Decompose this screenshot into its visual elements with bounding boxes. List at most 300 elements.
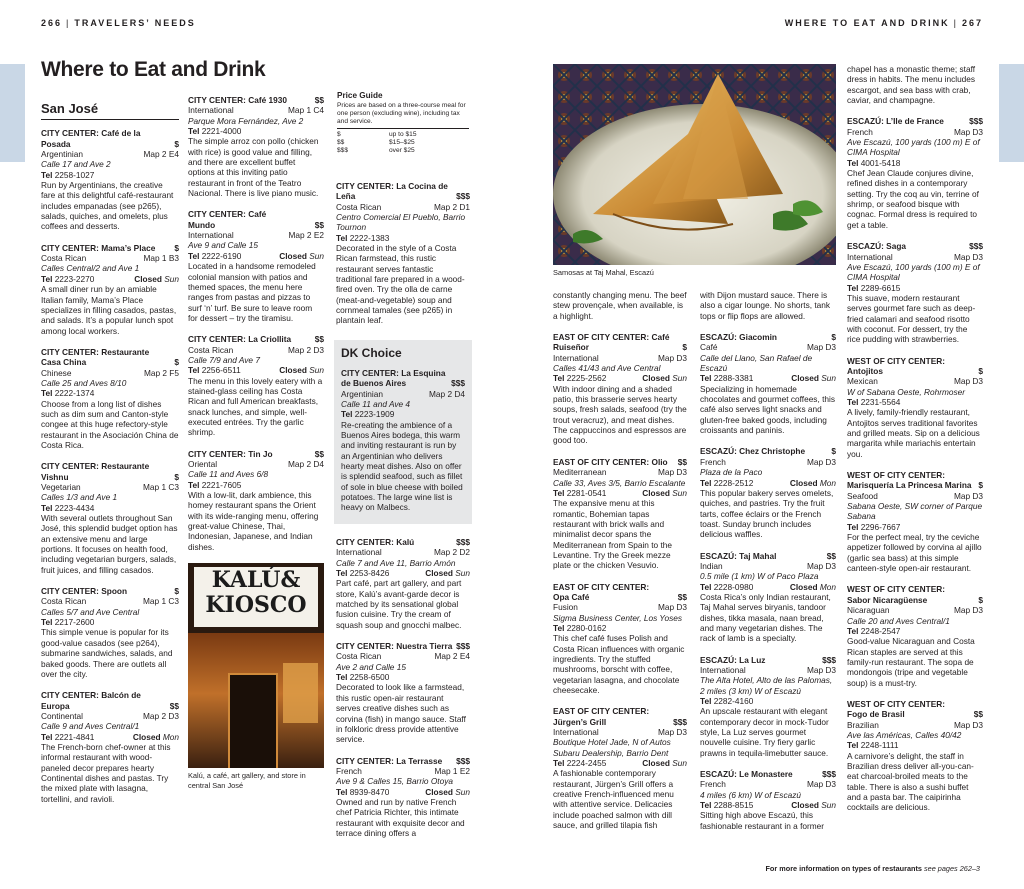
price-guide-row [337, 131, 469, 139]
price-symbol: $$$ [456, 191, 470, 202]
cuisine-row [188, 345, 324, 355]
telephone [188, 365, 241, 375]
area-heading: San José [41, 104, 179, 120]
restaurant-name: ESCAZÚ: Saga [847, 241, 907, 252]
tel-label: Tel [336, 786, 348, 797]
address: Calles Central/2 and Ave 1 [41, 263, 140, 274]
restaurant-entry [41, 243, 179, 336]
price-symbol: $$$ [969, 241, 983, 252]
tel-label: Tel [336, 232, 348, 243]
entry-title-row [847, 595, 983, 605]
price-symbol: $$$ [969, 116, 983, 127]
description: Part café, part art gallery, and part store, Kalú’s avant-garde decor is matched by its sensational global fusion cuisine. Try the cream of squash soup and gnocchi malbec. [336, 578, 462, 630]
price-symbol: $$$ [822, 769, 836, 780]
map-reference: Map 2 D3 [288, 344, 324, 355]
description: A small diner run by an amiable Italian family, Mama’s Place specializes in filling casados, pastas, and salads. It’s a popular lunch spot among local workers. [41, 284, 177, 336]
closed-label: Closed [791, 373, 819, 384]
cuisine-row [188, 105, 324, 115]
restaurant-entry [188, 449, 324, 552]
description: Owned and run by native French chef Patricia Richter, this intimate restaurant with exquisite decor and terrace dining offers a [336, 796, 465, 838]
description: The menu in this lovely eatery with a stained-glass ceiling has Costa Rican and full American breakfasts, snack lunches, and simple, well-executed entrées. Try the garlic shrimp. [188, 375, 323, 438]
restaurant-entry [847, 116, 983, 230]
map-reference: Map 2 E4 [434, 651, 470, 662]
price-symbol: $ [174, 357, 179, 368]
tel-row [700, 696, 836, 706]
address: Calle 25 and Aves 8/10 [41, 377, 127, 388]
entry-title-row [41, 243, 179, 253]
kalu-caption: Kalú, a café, art gallery, and store in central San José [188, 771, 306, 791]
telephone [700, 478, 753, 488]
restaurant-name: EAST OF CITY CENTER: [553, 581, 650, 592]
entry-title-row [847, 116, 983, 126]
tel-label: Tel [553, 373, 565, 384]
restaurant-name: ESCAZÚ: La Luz [700, 654, 766, 665]
closed-value: Sun [309, 365, 324, 376]
price-guide [337, 92, 469, 155]
entry-title-row [553, 457, 687, 467]
description: Decorated in the style of a Costa Rican farmstead, this rustic restaurant serves fantastic traditional fare prepared in a wood-fired oven. Try the olla de carne (meat-and-vegetable) soup and cornmeal tamales (see p265) in plantain leaf. [336, 243, 465, 326]
cuisine-row [553, 467, 687, 477]
tel-label: Tel [188, 250, 200, 261]
cuisine: Argentinian [41, 149, 83, 160]
tel-label: Tel [41, 169, 53, 180]
price-symbol: $$ [677, 591, 687, 602]
cuisine: Brazilian [847, 719, 879, 730]
restaurant-name: EAST OF CITY CENTER: Café [553, 332, 670, 343]
description: With a low-lit, dark ambience, this homey restaurant spans the Orient with its wide-ranging menu, offering great-value Chinese, Thai, Indonesian, Japanese, and Indian dishes. [188, 490, 319, 552]
tel-number: 2228-2512 [713, 477, 754, 488]
restaurant-name: CITY CENTER: Mama’s Place [41, 242, 156, 253]
telephone [553, 488, 606, 498]
tel-row [336, 568, 470, 578]
closed-label: Closed [642, 758, 670, 769]
tel-number: 2222-1383 [349, 232, 390, 243]
left-thumb-tab [0, 64, 25, 162]
telephone [700, 800, 753, 810]
description: A lively, family-friendly restaurant, Antojitos serves traditional favorites and grilled meats. Sip on a delicious margarita while mariachis entertain you. [847, 407, 980, 459]
telephone [336, 233, 389, 243]
tel-label: Tel [553, 758, 565, 769]
restaurant-entry [336, 641, 470, 744]
restaurant-name: CITY CENTER: Tin Jo [188, 448, 273, 459]
description: The expansive menu at this romantic, Bohemian tapas restaurant with brick walls and minimalist decor spans the Mediterranean from Spain to the Levantine. Try the Greek mezze plate or the chicken Vesuvio. [553, 498, 672, 571]
restaurant-name: CITY CENTER: Spoon [41, 586, 128, 597]
address: Ave 2 and Calle 15 [336, 661, 406, 672]
entry-title-row [188, 220, 324, 230]
restaurant-entry [336, 181, 470, 326]
tel-label: Tel [847, 521, 859, 532]
map-reference: Map D3 [806, 665, 836, 675]
restaurant-name: WEST OF CITY CENTER: [847, 355, 946, 366]
address: W of Sabana Oeste, Rohrmoser [847, 386, 966, 397]
map-reference: Map 1 C3 [143, 482, 179, 492]
restaurant-name: WEST OF CITY CENTER: [847, 584, 946, 595]
restaurant-entry [700, 332, 836, 435]
closed-value: Mon [162, 731, 179, 742]
cuisine: Chinese [41, 367, 72, 378]
price-symbol: $$$ [456, 641, 470, 652]
description: With indoor dining and a shaded patio, this brasserie serves hearty soups, fresh salads, seafood (try the trout veracruz), and meat dishes. The cappuccinos and espressos are good too. [553, 383, 687, 446]
closed-value: Mon [819, 477, 836, 488]
tel-label: Tel [553, 622, 565, 633]
tel-label: Tel [700, 477, 712, 488]
closed-value: Sun [672, 487, 687, 498]
restaurant-entry [847, 241, 983, 344]
tel-label: Tel [41, 731, 53, 742]
telephone [700, 582, 753, 592]
tel-label: Tel [336, 568, 348, 579]
telephone [41, 503, 94, 513]
entry-title-row [188, 449, 324, 459]
cuisine-row [41, 482, 179, 492]
restaurant-name: CITY CENTER: Balcón de [41, 690, 141, 701]
map-reference: Map 1 B3 [143, 253, 179, 264]
restaurant-name: CITY CENTER: La Cocina de [336, 181, 448, 191]
price-symbol: $$ [314, 95, 324, 105]
tel-number: 2296-7667 [860, 521, 901, 532]
closed-label: Closed [425, 786, 453, 797]
cuisine-row [41, 368, 179, 378]
cuisine: International [553, 352, 599, 363]
price-symbol: $ [978, 594, 983, 605]
telephone [847, 397, 900, 407]
restaurant-entry [553, 332, 687, 446]
cuisine: Costa Rican [336, 201, 382, 212]
tel-number: 2282-4160 [713, 696, 754, 707]
description: A carnivore’s delight, the staff in Brazilian dress deliver all-you-can-eat charcoal-broiled meats to the table. There is also a sushi buffet and a pasta bar. The caipirinha cocktails are delicious. [847, 750, 974, 813]
description: This chef café fuses Polish and Costa Rican influences with organic ingredients. Try the stuffed mushrooms, borscht with coffee, vegetarian lasagna, and chocolate cheesecake. [553, 633, 685, 696]
entry-title-row [847, 699, 983, 709]
left-page-number: 266 [41, 18, 63, 28]
address: Calle 11 and Ave 4 [341, 399, 411, 410]
cuisine: Café [700, 342, 718, 353]
cuisine: International [188, 230, 234, 241]
cuisine-row [700, 779, 836, 789]
restaurant-name: CITY CENTER: Restaurante [41, 346, 150, 357]
closed-label: Closed [279, 365, 307, 376]
restaurant-entry [553, 706, 687, 830]
closed-day [642, 758, 687, 768]
restaurant-name-cont: Ruiseñor [553, 342, 589, 353]
description: Choose from a long list of dishes such as dim sum and Canton-style congee at this huge refectory-style restaurant in the Asociación China de Costa Rica. [41, 398, 179, 450]
dk-choice-heading: DK Choice [341, 346, 402, 360]
address: Ave Escazú, 100 yards (100 m) E of CIMA Hospital [847, 137, 980, 158]
tel-row [188, 251, 324, 261]
cuisine: International [336, 547, 382, 558]
continued-text: chapel has a monastic theme; staff dress in habits. The menu includes escargot, and sea bass with crab, caviar, and champagne. [847, 64, 976, 106]
entry-title-row [553, 592, 687, 602]
cuisine-row [41, 149, 179, 159]
description: With several outlets throughout San José, this splendid budget option has an extensive menu and large portions. It focuses on health food, including vegetarian burgers, salads, fruit juices, and filling casados. [41, 513, 178, 575]
price-symbol: $$ [677, 456, 687, 467]
entry-title-row [847, 709, 983, 719]
restaurant-entry [336, 756, 470, 839]
closed-day [425, 568, 470, 578]
cuisine: French [700, 779, 726, 790]
cuisine: Costa Rican [41, 253, 87, 264]
restaurant-entry [188, 334, 324, 437]
restaurant-name: CITY CENTER: La Esquina [341, 368, 446, 378]
tel-number: 2248-1111 [860, 740, 899, 751]
cuisine-row [188, 459, 324, 469]
closed-label: Closed [642, 487, 670, 498]
map-reference: Map 1 C4 [288, 105, 324, 116]
restaurant-name: WEST OF CITY CENTER: [847, 698, 946, 709]
entry-title-row [553, 582, 687, 592]
closed-day [791, 800, 836, 810]
tel-label: Tel [700, 373, 712, 384]
telephone [41, 170, 94, 180]
tel-number: 2222-6190 [201, 250, 242, 261]
entry-title-row [188, 334, 324, 344]
map-reference: Map 2 E2 [288, 230, 324, 241]
cuisine-row [847, 127, 983, 137]
samosa-caption: Samosas at Taj Mahal, Escazú [553, 268, 654, 277]
window-pane [283, 663, 318, 723]
entry-title-row [41, 461, 179, 471]
map-reference: Map 2 D2 [434, 547, 470, 558]
description: The simple arroz con pollo (chicken with rice) is good value and filling, and there are excellent buffet options at this inviting patio restaurant in front of the Teatro Nacional. There is live piano music. [188, 136, 319, 199]
cuisine: French [700, 456, 726, 467]
price-symbol: $ [978, 480, 983, 491]
price-symbol: $ [831, 446, 836, 457]
price-symbol: $ [174, 138, 179, 149]
tel-number: 2281-0541 [566, 487, 607, 498]
closed-day [134, 274, 179, 284]
entry-title-row [41, 128, 179, 138]
price-symbol: $ [831, 332, 836, 343]
closed-day [133, 732, 179, 742]
restaurant-name: CITY CENTER: Café de la [41, 128, 141, 139]
doorway [228, 673, 278, 768]
tel-label: Tel [341, 409, 353, 420]
closed-value: Sun [672, 373, 687, 384]
tel-number: 2221-4841 [54, 731, 95, 742]
tel-label: Tel [847, 740, 859, 751]
price-guide-rule [337, 128, 469, 129]
address: Sabana Oeste, SW corner of Parque Sabana [847, 501, 983, 522]
column-3-top [336, 181, 470, 337]
cuisine-row [847, 720, 983, 730]
tel-row [41, 388, 179, 398]
cuisine: Nicaraguan [847, 605, 890, 616]
telephone [847, 522, 900, 532]
restaurant-name-cont: Europa [41, 700, 70, 711]
samosa-photo [553, 64, 836, 265]
continued-text: with Dijon mustard sauce. There is also a cigar lounge. No shorts, tank tops or flip flops are allowed. [700, 290, 831, 321]
restaurant-name: ESCAZÚ: Chez Christophe [700, 446, 806, 457]
cuisine: French [847, 126, 873, 137]
entry-title-row [700, 769, 836, 779]
cuisine-row [341, 389, 465, 399]
cuisine-row [847, 605, 983, 615]
restaurant-name: EAST OF CITY CENTER: [553, 706, 650, 717]
cuisine: International [553, 727, 599, 738]
closed-day [279, 251, 324, 261]
entry-title-row [700, 332, 836, 342]
closed-value: Sun [455, 568, 470, 579]
address: Calle 33, Aves 3/5, Barrio Escalante [553, 477, 686, 488]
address: Calles 5/7 and Ave Central [41, 606, 140, 617]
tel-label: Tel [188, 126, 200, 137]
address: Calle 7/9 and Ave 7 [188, 354, 260, 365]
tel-label: Tel [700, 800, 712, 811]
closed-label: Closed [789, 581, 818, 592]
telephone [847, 283, 900, 293]
price-symbol: $$$ [451, 378, 465, 389]
tel-row [41, 274, 179, 284]
tel-row [847, 397, 983, 407]
price-guide-row [337, 139, 469, 147]
telephone [847, 740, 899, 750]
restaurant-name: ESCAZÚ: Le Monastere [700, 769, 793, 780]
tel-row [553, 758, 687, 768]
description: Chef Jean Claude conjures divine, refined dishes in a contemporary setting. Try the coq au vin, terrine of shrimp, or seafood bisque with cognac. Formal dress is required to get a table. [847, 168, 979, 230]
restaurant-entry [41, 690, 179, 804]
entry-title-row [847, 584, 983, 594]
telephone [341, 409, 394, 419]
cuisine-row [336, 202, 470, 212]
map-reference: Map D3 [953, 490, 983, 501]
price-symbol: $ [978, 365, 983, 376]
entry-title-row [847, 366, 983, 376]
cuisine: Costa Rican [188, 344, 234, 355]
price-symbol: $$ [973, 709, 983, 720]
closed-label: Closed [134, 273, 162, 284]
description: For the perfect meal, try the ceviche appetizer followed by corvina al ajillo (garlic sea bass) at this simple canteen-style open-air restaurant. [847, 532, 982, 574]
price-range: over $25 [389, 147, 415, 154]
tel-number: 2258-1027 [54, 169, 95, 180]
cuisine: Indian [700, 560, 723, 571]
right-running-header: WHERE TO EAT AND DRINK | 267 [784, 18, 983, 28]
price-symbol: $$$ [673, 716, 687, 727]
cuisine-row [700, 561, 836, 571]
restaurant-name: ESCAZÚ: Giacomin [700, 332, 777, 343]
entry-title-row [188, 95, 324, 105]
entry-title-row [336, 537, 470, 547]
tel-row [336, 787, 470, 797]
map-reference: Map D3 [806, 560, 836, 571]
telephone [847, 158, 900, 168]
map-reference: Map D3 [953, 605, 983, 616]
price-guide-intro: Prices are based on a three-course meal for one person (excluding wine), including tax and service. [337, 102, 466, 125]
price-symbol: $$ [314, 219, 324, 230]
address: Calle 20 and Aves Central/1 [847, 615, 950, 626]
entry-title-row [41, 472, 179, 482]
tel-number: 2288-3381 [713, 373, 754, 384]
closed-day [790, 478, 836, 488]
restaurant-name-cont: Vishnu [41, 471, 69, 482]
cuisine: International [700, 665, 746, 675]
left-running-header: 266 | TRAVELERS’ NEEDS [41, 18, 196, 28]
cuisine-row [700, 342, 836, 352]
restaurant-name-cont: de Buenos Aires [341, 378, 407, 389]
description: This suave, modern restaurant serves gourmet fare such as deep-fried calamari and seafood risotto with coconut. For dessert, try the rice pudding with strawberries. [847, 292, 976, 345]
address: Calles 1/3 and Ave 1 [41, 492, 118, 503]
address: Ave 9 & Calles 15, Barrio Otoya [336, 776, 453, 787]
sign-board [194, 567, 318, 627]
tel-row [188, 126, 324, 136]
address: Ave Escazú, 100 yards (100 m) E of CIMA Hospital [847, 261, 980, 283]
right-page-number: 267 [961, 18, 983, 28]
restaurant-entry [553, 582, 687, 696]
tel-number: 2231-5564 [860, 396, 901, 407]
tel-row [553, 488, 687, 498]
tel-row [847, 158, 983, 168]
price-symbol: $ [174, 242, 179, 253]
restaurant-name: CITY CENTER: Restaurante [41, 461, 150, 472]
price-symbol: $$$ [337, 147, 349, 154]
telephone [188, 126, 241, 136]
price-symbol: $$$ [456, 755, 470, 766]
restaurant-name-cont: Jürgen’s Grill [553, 716, 607, 727]
restaurant-name: CITY CENTER: Kalú [336, 537, 415, 547]
price-symbol: $$$ [456, 537, 470, 547]
restaurant-entry [700, 769, 836, 831]
restaurant-name-cont: Mundo [188, 219, 216, 230]
description: Sitting high above Escazú, this fashionable restaurant in a former [700, 810, 825, 831]
restaurant-name: WEST OF CITY CENTER: [847, 470, 946, 481]
map-reference: Map D3 [657, 727, 687, 738]
map-reference: Map D3 [657, 467, 687, 478]
map-reference: Map D3 [806, 779, 836, 790]
restaurant-name: ESCAZÚ: L’Ile de France [847, 116, 944, 127]
price-guide-rows [337, 131, 469, 155]
dk-choice-entry [341, 368, 465, 524]
entry-title-row [336, 641, 470, 651]
tel-label: Tel [700, 696, 712, 707]
address: Calle 7 and Ave 11, Barrio Amón [336, 557, 456, 568]
restaurant-name: CITY CENTER: Nuestra Tierra [336, 641, 453, 652]
restaurant-entry [847, 356, 983, 459]
tel-row [41, 617, 179, 627]
entry-title-row [847, 480, 983, 490]
column-5 [700, 290, 836, 842]
tel-number: 2248-2547 [860, 625, 901, 636]
cuisine-row [847, 376, 983, 386]
tel-label: Tel [188, 365, 200, 376]
tel-number: 2221-4000 [201, 126, 242, 137]
tel-row [847, 283, 983, 293]
tel-number: 2225-2562 [566, 373, 607, 384]
price-symbol: $ [174, 471, 179, 482]
closed-label: Closed [642, 373, 670, 384]
tel-number: 2223-2270 [54, 273, 95, 284]
map-reference: Map 2 D3 [143, 710, 179, 721]
address: Calle 17 and Ave 2 [41, 159, 111, 170]
map-reference: Map 2 F5 [143, 367, 179, 378]
description: Good-value Nicaraguan and Costa Rican staples are served at this family-run restaurant. The sopa de mondongois (tripe and vegetable soup) is a must-try. [847, 636, 975, 688]
tel-number: 8939-8470 [349, 786, 390, 797]
price-symbol: $$ [169, 700, 179, 711]
telephone [336, 787, 389, 797]
tel-label: Tel [700, 581, 712, 592]
closed-label: Closed [791, 800, 819, 811]
description: Located in a handsome remodeled colonial mansion with patios and themed spaces, the menu here ranges from pastas and pizzas to surf ‘n’ turf. Be sure to leave room for dessert – try the tiramisu. [188, 261, 316, 323]
telephone [700, 373, 753, 383]
closed-day [279, 365, 324, 375]
restaurant-name-cont: Casa China [41, 357, 87, 368]
tel-number: 2221-7605 [201, 479, 242, 490]
tel-label: Tel [553, 487, 565, 498]
cuisine-row [336, 651, 470, 661]
tel-row [188, 365, 324, 375]
price-symbol: $ [682, 342, 687, 353]
closed-day [425, 787, 470, 797]
restaurant-name-cont: Marisquería La Princesa Marina [847, 480, 972, 491]
telephone [553, 373, 606, 383]
tel-number: 2253-8426 [349, 568, 390, 579]
